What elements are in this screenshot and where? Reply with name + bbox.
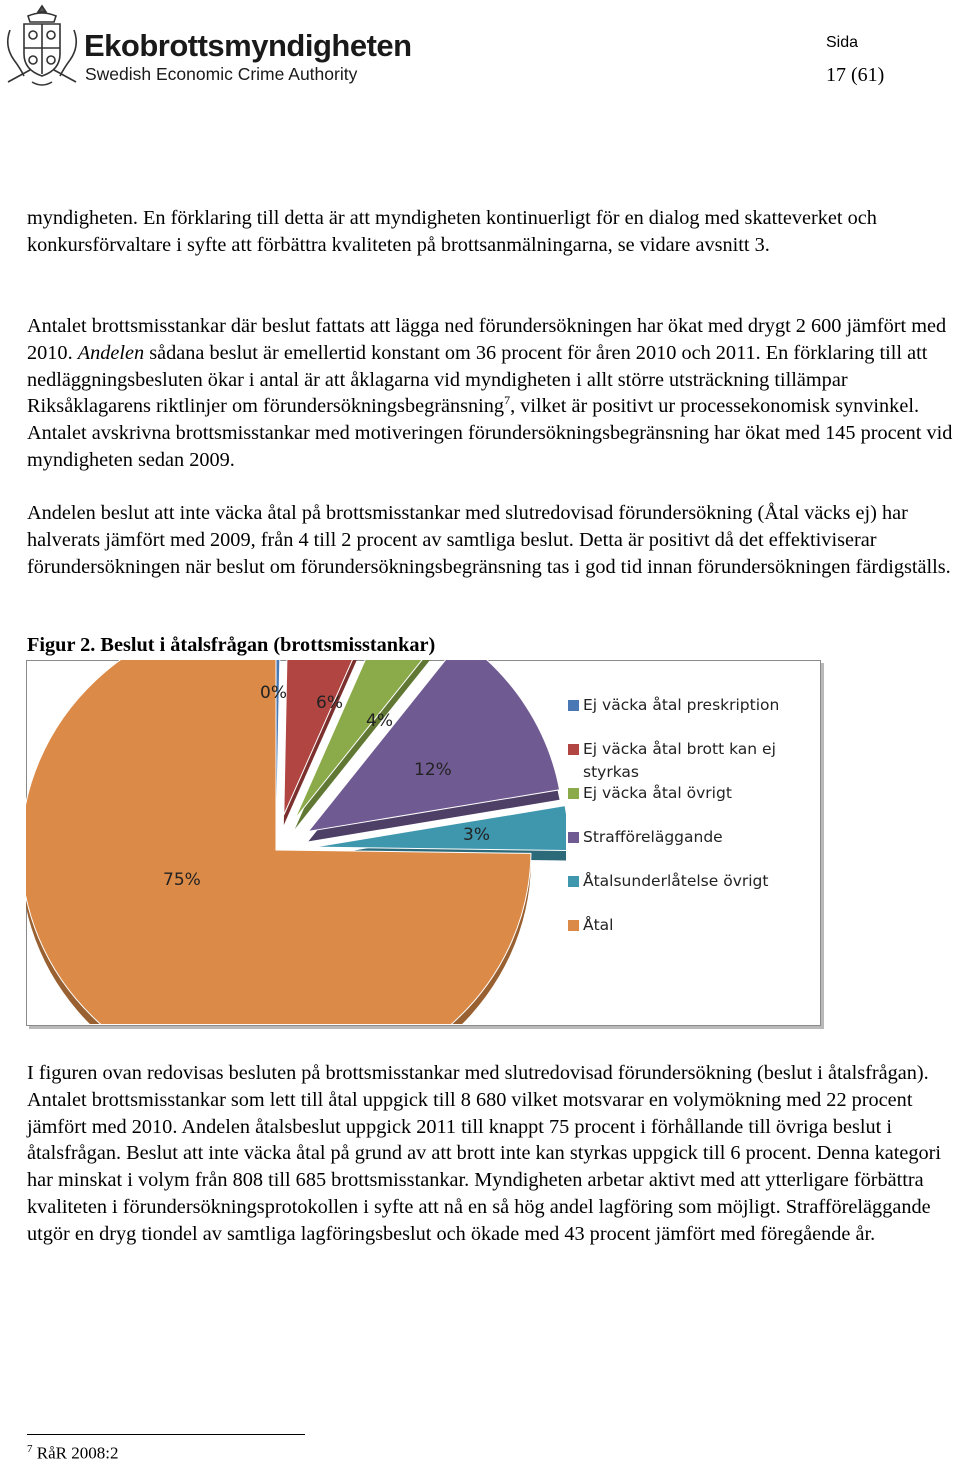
footnote-divider bbox=[27, 1434, 305, 1435]
legend-label-3: Strafföreläggande bbox=[583, 828, 723, 846]
org-name: Ekobrottsmyndigheten bbox=[84, 28, 412, 63]
legend-label-4: Åtalsunderlåtelse övrigt bbox=[583, 872, 769, 890]
legend-label-2: Ej väcka åtal övrigt bbox=[583, 784, 732, 802]
org-subtitle: Swedish Economic Crime Authority bbox=[85, 64, 358, 84]
pie-data-label-0: 0% bbox=[260, 683, 287, 703]
page-number: 17 (61) bbox=[826, 64, 885, 86]
legend-swatch-4 bbox=[568, 876, 579, 887]
legend-swatch-2 bbox=[568, 788, 579, 799]
pie-data-label-3: 12% bbox=[414, 760, 452, 780]
pie-data-label-2: 4% bbox=[366, 711, 393, 731]
agency-logo bbox=[0, 0, 412, 95]
pie-data-label-1: 6% bbox=[316, 693, 343, 713]
footnote-ref: 7 bbox=[504, 393, 511, 408]
paragraph-2 bbox=[27, 313, 957, 474]
legend-label-0: Ej väcka åtal preskription bbox=[583, 696, 780, 714]
footnote-text: RåR 2008:2 bbox=[32, 1443, 119, 1463]
pie-plot bbox=[26, 660, 566, 1024]
paragraph-2-c: , vilket är positivt ur processekonomisk synvinkel. Antalet avskrivna brottsmisstankar med motiveringen förundersökningsbegränsning har ökat med 145 procent vid myndigheten sedan 2009. bbox=[27, 395, 953, 471]
pie-data-label-5: 75% bbox=[163, 870, 201, 890]
pie-chart bbox=[26, 660, 823, 1028]
paragraph-3: Andelen beslut att inte väcka åtal på brottsmisstankar med slutredovisad förundersökning (Åtal väcks ej) har halverats jämfört med 2009, från 4 till 2 procent av samtliga beslut. Detta är positivt då det effektiviserar förundersökningen när beslut om förundersökningsbegränsning tas i god tid innan förundersökningen färdigställs. bbox=[27, 502, 951, 578]
legend-swatch-5 bbox=[568, 920, 579, 931]
crest-icon bbox=[2, 2, 82, 92]
paragraph-4: I figuren ovan redovisas besluten på brottsmisstankar med slutredovisad förundersökning (beslut i åtalsfrågan). Antalet brottsmisstankar som lett till åtal uppgick till 8 680 vilket motsvarar en volymökning med 22 procent jämfört med 2010. Andelen åtalsbeslut uppgick 2011 till knappt 75 procent i förhållande till övriga beslut i åtalsfrågan. Beslut att inte väcka åtal på grund av att brott inte kan styrkas uppgick till 6 procent. Denna kategori har minskat i volym från 808 till 685 brottsmisstankar. Myndigheten arbetar aktivt med att ytterligare förbättra kvaliteten i förundersökningsprotokollen i syfte att nå en så hög andel lagföring som möjligt. Strafföreläggande utgör en dryg tiondel av samtliga lagföringsbeslut och ökade med 43 procent jämfört med föregående år. bbox=[27, 1062, 942, 1245]
pie-data-label-4: 3% bbox=[463, 825, 490, 845]
paragraph-1: myndigheten. En förklaring till detta är att myndigheten kontinuerligt för en dialog med skatteverket och konkursförvaltare i syfte att förbättra kvaliteten på brottsanmälningarna, se vidare avsnitt 3. bbox=[27, 207, 877, 256]
footnote-number: 7 bbox=[27, 1443, 33, 1455]
legend-swatch-3 bbox=[568, 832, 579, 843]
figure-title: Figur 2. Beslut i åtalsfrågan (brottsmisstankar) bbox=[27, 634, 436, 656]
paragraph-2-emphasis: Andelen bbox=[77, 341, 145, 364]
footnote bbox=[27, 1443, 118, 1464]
legend-label-1: Ej väcka åtal brott kan ej styrkas bbox=[583, 740, 776, 781]
legend-swatch-1 bbox=[568, 744, 579, 755]
page-label: Sida bbox=[826, 34, 859, 51]
legend-swatch-0 bbox=[568, 700, 579, 711]
paragraph-2-b: sådana beslut är emellertid konstant om 36 procent för åren 2010 och 2011. En förklaring till att nedläggningsbesluten ökar i antal är att åklagarna vid myndigheten i allt större utsträckning tillämpar Riksåklagarens riktlinjer om förundersökningsbegränsning bbox=[27, 341, 928, 418]
legend-label-5: Åtal bbox=[583, 916, 614, 934]
paragraph-2-a: Antalet brottsmisstankar där beslut fattats att lägga ned förundersökningen har ökat med drygt 2 600 jämfört med 2010. bbox=[27, 315, 947, 364]
